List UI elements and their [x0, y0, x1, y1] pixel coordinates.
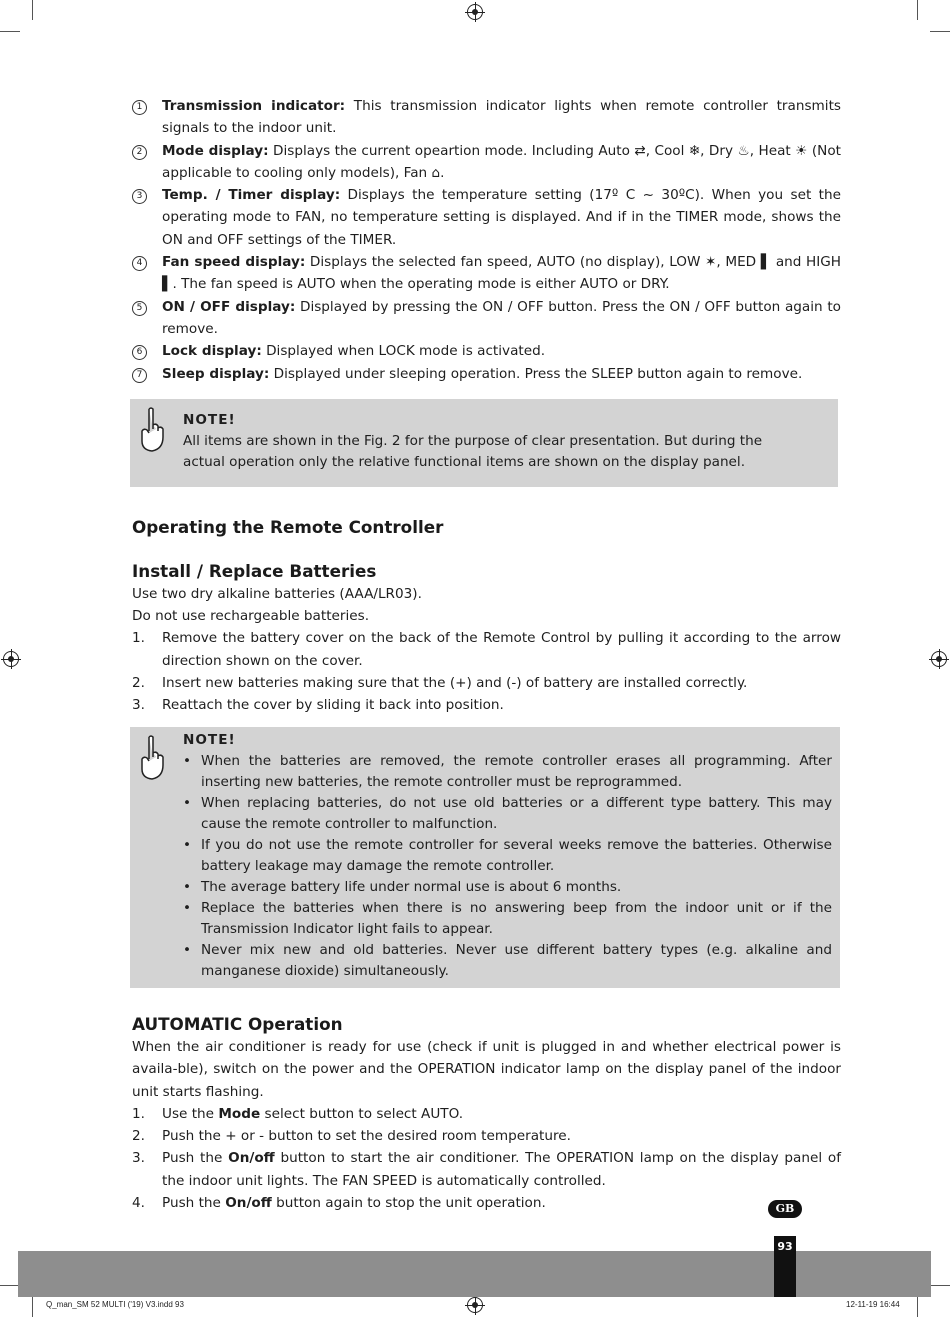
list-item: • The average battery life under normal use is about 6 months. [183, 877, 832, 898]
item-number: 4 [132, 256, 147, 271]
item-text: Displays the selected fan speed, AUTO (no display), LOW ✶, MED ▌ and HIGH ▌. The fan speed is AUTO when the operating mode is either AUTO or DRY. [162, 254, 841, 293]
step-text: Remove the battery cover on the back of the Remote Control by pulling it according to the arrow direction shown on the cover. [162, 630, 841, 669]
page-content [132, 95, 841, 1214]
step-text: button to start the air conditioner. The OPERATION lamp on the display panel of the indoor unit lights. The FAN SPEED is automatically controlled. [162, 1150, 841, 1189]
page-number: 93 [774, 1236, 796, 1297]
crop-mark [917, 0, 918, 20]
paragraph: Use two dry alkaline batteries (AAA/LR03). [132, 585, 422, 602]
display-items-list [132, 95, 841, 385]
step-text: select button to select AUTO. [260, 1105, 464, 1122]
file-slug: Q_man_SM 52 MULTI ('19) V3.indd 93 [46, 1300, 184, 1309]
list-item [132, 251, 841, 296]
step-text: button again to stop the unit operation. [271, 1195, 546, 1212]
list-item: • Replace the batteries when there is no answering beep from the indoor unit or if the Transmission Indicator light fails to appear. [183, 898, 832, 940]
registration-mark-icon [467, 1297, 483, 1313]
step-text: Push the [162, 1150, 229, 1167]
list-item [132, 184, 841, 251]
pointing-hand-icon [138, 407, 166, 455]
paragraph: Do not use rechargeable batteries. [132, 608, 370, 625]
list-item [132, 1192, 841, 1214]
list-item: • If you do not use the remote controller for several weeks remove the batteries. Otherwise battery leakage may damage the remote controller. [183, 835, 832, 877]
item-text: Displays the temperature setting (17º C ~ 30ºC). When you set the operating mode to FAN, no temperature setting is displayed. And if in the TIMER mode, shows the ON and OFF settings of the TIMER. [162, 187, 841, 248]
item-text: This transmission indicator lights when remote controller transmits signals to the indoor unit. [162, 98, 841, 137]
item-number: 6 [132, 345, 147, 360]
crop-mark [0, 1285, 20, 1286]
note-body: All items are shown in the Fig. 2 for the purpose of clear presentation. But during the actual operation only the relative functional items are shown on the display panel. [183, 433, 763, 471]
step-number: 2. [132, 1128, 145, 1145]
item-number: 7 [132, 368, 147, 383]
item-label: ON / OFF display: [162, 298, 296, 315]
crop-mark [930, 31, 950, 32]
step-bold: On/off [228, 1150, 275, 1167]
list-item: • When the batteries are removed, the remote controller erases all programming. After inserting new batteries, the remote controller must be reprogrammed. [183, 751, 832, 793]
step-number: 1. [132, 630, 145, 647]
item-label: Lock display: [162, 343, 262, 360]
list-item [132, 627, 841, 672]
date-slug: 12-11-19 16:44 [846, 1300, 900, 1309]
bullet-text: If you do not use the remote controller for several weeks remove the batteries. Otherwise battery leakage may damage the remote controller. [201, 836, 832, 874]
item-label: Transmission indicator: [162, 98, 346, 114]
step-text: Reattach the cover by sliding it back into position. [162, 697, 504, 714]
list-item [132, 296, 841, 341]
bullet-text: Replace the batteries when there is no answering beep from the indoor unit or if the Transmission Indicator light fails to appear. [201, 899, 832, 937]
list-item [132, 1103, 841, 1125]
bullet-text: When the batteries are removed, the remote controller erases all programming. After inserting new batteries, the remote controller must be reprogrammed. [201, 752, 832, 790]
list-item [132, 363, 841, 385]
crop-mark [917, 1297, 918, 1317]
step-text: Push the [162, 1195, 226, 1212]
crop-mark [930, 1285, 950, 1286]
step-text: Insert new batteries making sure that the (+) and (-) of battery are installed correctly. [162, 675, 748, 692]
item-number: 3 [132, 189, 147, 204]
step-text: Use the [162, 1105, 219, 1122]
step-number: 4. [132, 1195, 145, 1212]
registration-mark-icon [931, 651, 947, 667]
item-text: Displayed when LOCK mode is activated. [261, 343, 546, 360]
list-item [132, 140, 841, 185]
note-title: NOTE! [183, 731, 236, 748]
item-text: Displays the current opeartion mode. Including Auto ⇄, Cool ❄, Dry ♨, Heat ☀ (Not applicable to cooling only models), Fan ⌂. [162, 142, 841, 181]
section-heading: AUTOMATIC Operation [132, 1013, 343, 1034]
list-item [132, 1125, 841, 1147]
pointing-hand-icon [138, 735, 166, 783]
item-number: 5 [132, 301, 147, 316]
crop-mark [32, 0, 33, 20]
step-number: 3. [132, 697, 145, 714]
step-number: 2. [132, 675, 145, 692]
list-item: • Never mix new and old batteries. Never use different battery types (e.g. alkaline and manganese dioxide) simultaneously. [183, 940, 832, 982]
step-bold: On/off [225, 1195, 272, 1212]
item-label: Fan speed display: [162, 254, 306, 271]
note-title: NOTE! [183, 411, 236, 428]
section-heading: Install / Replace Batteries [132, 560, 377, 581]
note-box [130, 727, 840, 988]
item-number: 2 [132, 145, 147, 160]
list-item [132, 694, 841, 716]
list-item [132, 1147, 841, 1192]
crop-mark [0, 31, 20, 32]
language-badge: GB [768, 1200, 802, 1218]
item-number: 1 [132, 100, 147, 115]
step-number: 1. [132, 1105, 145, 1122]
step-text: Push the + or - button to set the desired room temperature. [162, 1128, 571, 1145]
item-label: Sleep display: [162, 365, 270, 382]
bullet-text: When replacing batteries, do not use old batteries or a different type battery. This may cause the remote controller to malfunction. [201, 794, 832, 832]
registration-mark-icon [467, 4, 483, 20]
item-text: Displayed by pressing the ON / OFF button. Press the ON / OFF button again to remove. [162, 298, 841, 337]
item-label: Mode display: [162, 142, 269, 159]
item-text: Displayed under sleeping operation. Press the SLEEP button again to remove. [269, 365, 803, 382]
list-item [132, 95, 841, 140]
bullet-text: Never mix new and old batteries. Never use different battery types (e.g. alkaline and manganese dioxide) simultaneously. [201, 941, 832, 979]
paragraph: When the air conditioner is ready for use (check if unit is plugged in and whether electrical power is availa-ble), switch on the power and the OPERATION indicator lamp on the display panel of the indoor unit starts flashing. [132, 1038, 841, 1100]
note-box [130, 399, 838, 487]
list-item [132, 672, 841, 694]
crop-mark [32, 1297, 33, 1317]
section-heading: Operating the Remote Controller [132, 516, 444, 537]
list-item [132, 340, 841, 362]
item-label: Temp. / Timer display: [162, 187, 341, 204]
list-item: • When replacing batteries, do not use old batteries or a different type battery. This may cause the remote controller to malfunction. [183, 793, 832, 835]
step-bold: Mode [218, 1105, 261, 1122]
registration-mark-icon [3, 651, 19, 667]
bullet-text: The average battery life under normal use is about 6 months. [201, 878, 622, 895]
step-number: 3. [132, 1150, 145, 1167]
